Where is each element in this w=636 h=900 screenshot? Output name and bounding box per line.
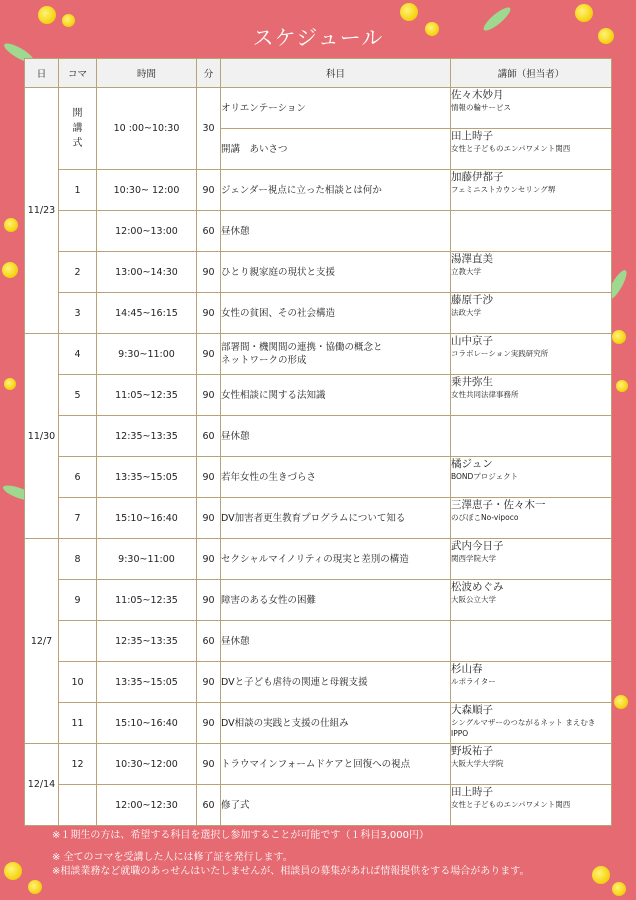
time-cell: 13:35~15:05 [97,662,197,703]
koma-cell: 4 [59,334,97,375]
table-row [25,211,612,252]
table-row [25,457,612,498]
koma-cell: 8 [59,539,97,580]
koma-cell: 10 [59,662,97,703]
instructor-name: 乗井弥生 [451,376,493,388]
header-koma: コマ [59,59,97,88]
instructor-cell [451,88,612,129]
koma-cell: 6 [59,457,97,498]
subject-cell [221,334,451,375]
subject-cell: DV加害者更生教育プログラムについて知る [221,498,451,539]
instructor-name: 武内今日子 [451,540,504,552]
header-subject: 科目 [221,59,451,88]
minutes-cell: 90 [197,170,221,211]
note-line: ※相談業務など就職のあっせんはいたしませんが、相談員の募集があれば情報提供をする場合があります。 [52,866,530,877]
instructor-name: 佐々木妙月 [451,89,504,101]
day-cell: 11/23 [25,88,59,334]
instructor-organization: のびぼこNo-vipoco [451,513,519,522]
instructor-cell [451,662,612,703]
subject-cell: 障害のある女性の困難 [221,580,451,621]
table-row [25,621,612,662]
minutes-cell: 60 [197,211,221,252]
instructor-cell [451,621,612,662]
koma-cell: 12 [59,744,97,785]
subject-line: ネットワークの形成 [221,355,307,366]
table-row [25,498,612,539]
instructor-name: 野坂祐子 [451,745,493,757]
header-minutes: 分 [197,59,221,88]
opening-koma-cell [59,88,97,170]
day-cell: 12/14 [25,744,59,826]
header-instructor: 講師（担当者） [451,59,612,88]
instructor-organization: フェミニストカウンセリング堺 [451,185,556,194]
table-row [25,703,612,744]
table-row [25,252,612,293]
instructor-organization: 大阪大学大学院 [451,759,504,768]
table-row [25,744,612,785]
table-row [25,539,612,580]
instructor-name: 加藤伊都子 [451,171,504,183]
mimosa-flower-decoration [2,262,18,278]
instructor-organization: 女性共同法律事務所 [451,390,519,399]
subject-cell: 修了式 [221,785,451,826]
mimosa-flower-decoration [575,4,593,22]
subject-cell: 昼休憩 [221,211,451,252]
time-cell: 12:00~12:30 [97,785,197,826]
minutes-cell: 60 [197,416,221,457]
instructor-organization: コラボレーション実践研究所 [451,349,549,358]
instructor-name: 藤原千沙 [451,294,493,306]
minutes-cell: 90 [197,252,221,293]
instructor-cell [451,293,612,334]
subject-cell: ひとり親家庭の現状と支援 [221,252,451,293]
opening-char: 開 [72,108,83,119]
instructor-cell [451,498,612,539]
time-cell: 15:10~16:40 [97,703,197,744]
minutes-cell: 90 [197,498,221,539]
time-cell: 10:30~12:00 [97,744,197,785]
instructor-cell [451,580,612,621]
koma-cell: 11 [59,703,97,744]
table-row [25,785,612,826]
instructor-organization: 女性と子どものエンパワメント関西 [451,800,571,809]
mimosa-flower-decoration [400,3,418,21]
table-header-row [25,59,612,88]
subject-cell: オリエンテーション [221,88,451,129]
instructor-organization: 関西学院大学 [451,554,496,563]
minutes-cell: 90 [197,539,221,580]
instructor-cell [451,211,612,252]
instructor-name: 湯澤直美 [451,253,493,265]
minutes-cell: 90 [197,334,221,375]
koma-cell [59,621,97,662]
minutes-cell: 90 [197,293,221,334]
time-cell: 10:30~ 12:00 [97,170,197,211]
instructor-name: 杉山春 [451,663,483,675]
instructor-cell [451,539,612,580]
header-time: 時間 [97,59,197,88]
minutes-cell: 90 [197,744,221,785]
note-line: ※ 全てのコマを受講した人には修了証を発行します。 [52,852,293,863]
day-cell: 12/7 [25,539,59,744]
subject-line: 部署間・機関間の連携・協働の概念と [221,342,383,353]
day-cell: 11/30 [25,334,59,539]
mimosa-flower-decoration [612,882,626,896]
subject-cell: 若年女性の生きづらさ [221,457,451,498]
instructor-cell [451,252,612,293]
table-row [25,375,612,416]
koma-cell [59,211,97,252]
time-cell: 14:45~16:15 [97,293,197,334]
opening-char: 講 [72,123,83,134]
koma-cell [59,785,97,826]
instructor-organization: 大阪公立大学 [451,595,496,604]
mimosa-flower-decoration [28,880,42,894]
instructor-name: 松波めぐみ [451,581,504,593]
table-row [25,88,612,129]
opening-char: 式 [72,138,83,149]
table-row [25,416,612,457]
time-cell: 12:35~13:35 [97,416,197,457]
time-cell: 11:05~12:35 [97,580,197,621]
minutes-cell: 60 [197,621,221,662]
koma-cell: 1 [59,170,97,211]
table-row [25,170,612,211]
note-line: ※１期生の方は、希望する科目を選択し参加することが可能です（１科目3,000円） [52,830,430,841]
koma-cell [59,416,97,457]
instructor-cell [451,170,612,211]
mimosa-flower-decoration [592,866,610,884]
table-row [25,580,612,621]
time-cell: 10 :00~10:30 [97,88,197,170]
koma-cell: 3 [59,293,97,334]
minutes-cell: 90 [197,375,221,416]
instructor-organization: シングルマザーのつながるネット まえむきIPPO [451,718,596,738]
instructor-cell [451,457,612,498]
minutes-cell: 90 [197,457,221,498]
header-day: 日 [25,59,59,88]
mimosa-flower-decoration [4,862,22,880]
time-cell: 11:05~12:35 [97,375,197,416]
instructor-name: 大森順子 [451,704,493,716]
instructor-organization: ルポライター [451,677,496,686]
instructor-cell [451,703,612,744]
time-cell: 15:10~16:40 [97,498,197,539]
subject-cell: 開講 あいさつ [221,129,451,170]
instructor-cell [451,375,612,416]
subject-cell: 女性の貧困、その社会構造 [221,293,451,334]
subject-cell: トラウマインフォームドケアと回復への視点 [221,744,451,785]
opening-ceremony-label [73,106,83,151]
subject-cell: セクシャルマイノリティの現実と差別の構造 [221,539,451,580]
instructor-name: 田上時子 [451,786,493,798]
mimosa-flower-decoration [612,330,626,344]
instructor-name: 橘ジュン [451,458,493,470]
subject-cell: DVと子ども虐待の関連と母親支援 [221,662,451,703]
instructor-name: 山中京子 [451,335,493,347]
instructor-cell [451,334,612,375]
instructor-organization: 女性と子どものエンパワメント関西 [451,144,571,153]
instructor-cell [451,129,612,170]
koma-cell: 5 [59,375,97,416]
page-title: スケジュール [252,26,384,50]
minutes-cell: 90 [197,703,221,744]
subject-cell: 女性相談に関する法知識 [221,375,451,416]
koma-cell: 7 [59,498,97,539]
koma-cell: 9 [59,580,97,621]
instructor-name: 田上時子 [451,130,493,142]
instructor-cell [451,416,612,457]
table-row [25,334,612,375]
koma-cell: 2 [59,252,97,293]
minutes-cell: 60 [197,785,221,826]
time-cell: 12:00~13:00 [97,211,197,252]
mimosa-flower-decoration [614,695,628,709]
minutes-cell: 90 [197,580,221,621]
subject-cell: 昼休憩 [221,621,451,662]
instructor-cell [451,744,612,785]
subject-cell: DV相談の実践と支援の仕組み [221,703,451,744]
schedule-table [24,58,612,826]
subject-cell: 昼休憩 [221,416,451,457]
time-cell: 9:30~11:00 [97,539,197,580]
time-cell: 13:35~15:05 [97,457,197,498]
mimosa-flower-decoration [616,380,628,392]
mimosa-flower-decoration [4,378,16,390]
mimosa-flower-decoration [4,218,18,232]
minutes-cell: 30 [197,88,221,170]
instructor-organization: BONDプロジェクト [451,472,519,481]
instructor-cell [451,785,612,826]
time-cell: 12:35~13:35 [97,621,197,662]
subject-cell: ジェンダー視点に立った相談とは何か [221,170,451,211]
table-row [25,293,612,334]
time-cell: 13:00~14:30 [97,252,197,293]
instructor-organization: 立教大学 [451,267,481,276]
minutes-cell: 90 [197,662,221,703]
table-row [25,662,612,703]
instructor-organization: 情報の輪サービス [451,103,511,112]
instructor-name: 三澤恵子・佐々木一 [451,499,546,511]
time-cell: 9:30~11:00 [97,334,197,375]
instructor-organization: 法政大学 [451,308,481,317]
